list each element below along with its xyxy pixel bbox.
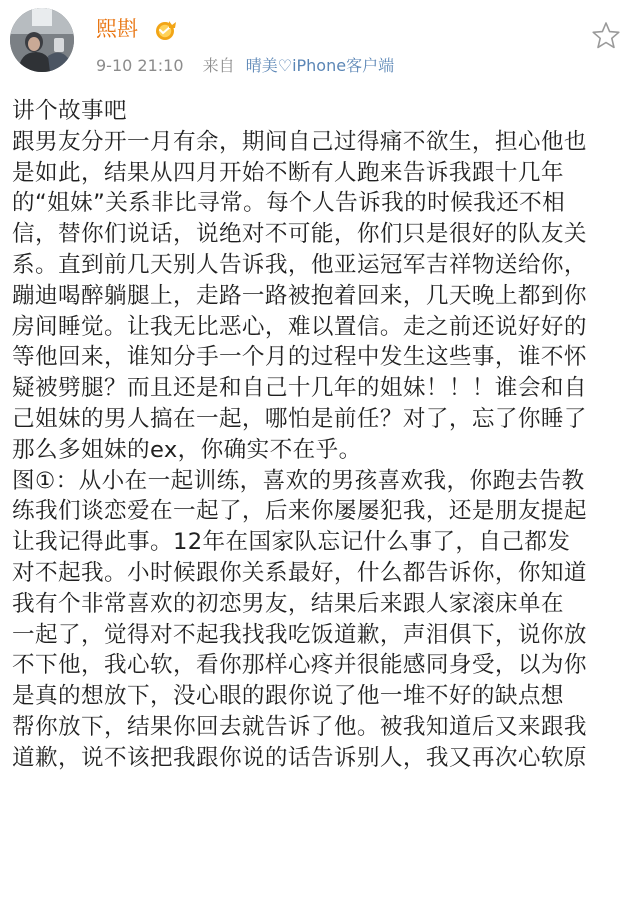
post-text-line: 帮你放下，结果你回去就告诉了他。被我知道后又来跟我 — [12, 713, 587, 740]
post-meta — [96, 56, 394, 76]
post-text-line: 是如此，结果从四月开始不断有人跑来告诉我跟十几年 — [12, 159, 564, 186]
avatar[interactable] — [10, 8, 74, 72]
verified-badge-icon — [154, 19, 178, 41]
post-text-line: 是真的想放下，没心眼的跟你说了他一堆不好的缺点想 — [12, 683, 564, 710]
post-text-line: 信，替你们说话，说绝对不可能，你们只是很好的队友关 — [12, 221, 587, 248]
post-text-line: 的“姐妹”关系非比寻常。每个人告诉我的时候我还不相 — [12, 190, 566, 217]
avatar-photo — [10, 8, 74, 72]
post-text-line: 道歉，说不该把我跟你说的话告诉别人，我又再次心软原 — [12, 744, 587, 771]
post-text-line: 蹦迪喝醉躺腿上，走路一路被抱着回来，几天晚上都到你 — [12, 282, 587, 309]
username[interactable]: 熙斟 — [96, 17, 138, 41]
post-text-line: 对不起我。小时候跟你关系最好，什么都告诉你，你知道 — [12, 559, 587, 586]
post-text-line: 我有个非常喜欢的初恋男友，结果后来跟人家滚床单在 — [12, 590, 564, 617]
post-text-line: 跟男友分开一月有余，期间自己过得痛不欲生，担心他也 — [12, 128, 587, 155]
post-text-line: 己姐妹的男人搞在一起，哪怕是前任？对了，忘了你睡了 — [12, 405, 587, 432]
post-header — [0, 0, 636, 92]
post-text-line: 那么多姐妹的ex，你确实不在乎。 — [12, 436, 362, 463]
star-icon[interactable] — [590, 20, 622, 52]
source-label: 来自 — [202, 56, 235, 75]
post-text-line: 图①：从小在一起训练，喜欢的男孩喜欢我，你跑去告教 — [12, 467, 585, 494]
post-time: 9-10 21:10 — [96, 56, 184, 75]
source-link[interactable]: 晴美♡iPhone客户端 — [245, 56, 395, 75]
post-text-line: 练我们谈恋爱在一起了，后来你屡屡犯我，还是朋友提起 — [12, 498, 587, 525]
post-text-line: 不下他，我心软，看你那样心疼并很能感同身受，以为你 — [12, 652, 587, 679]
post-text-line: 一起了，觉得对不起我找我吃饭道歉，声泪俱下，说你放 — [12, 621, 587, 648]
post-text-line: 讲个故事吧 — [12, 98, 127, 124]
post-body — [12, 96, 628, 774]
post-text-line: 房间睡觉。让我无比恶心，难以置信。走之前还说好好的 — [12, 313, 587, 340]
post-text-line: 疑被劈腿？而且还是和自己十几年的姐妹！！！谁会和自 — [12, 375, 587, 402]
post-text-line: 系。直到前几天别人告诉我，他亚运冠军吉祥物送给你， — [12, 251, 587, 278]
post-text-line: 让我记得此事。12年在国家队忘记什么事了，自己都发 — [12, 529, 571, 556]
post-text-line: 等他回来，谁知分手一个月的过程中发生这些事，谁不怀 — [12, 344, 587, 371]
